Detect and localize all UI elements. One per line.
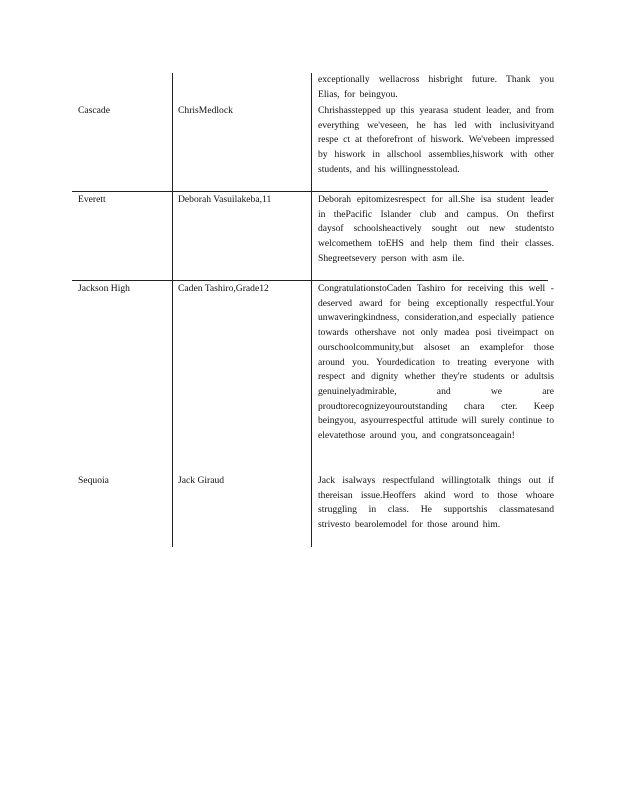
table-row-divider [72,191,548,192]
table-cell-student: Deborah Vasuilakeba,11 [178,194,272,205]
table-cell-school: Everett [78,194,106,205]
table-cell-description: Deborah epitomizesrespect for all.She isa student leader in thePacific Islander club and campus. On thefirst daysof schoolsheactively sought out new studentsto welcomethem toEHS and help them find their classes. Shegreetsevery person with asm ile. [318,194,554,264]
table-column-divider [172,73,173,547]
table-cell-student: Caden Tashiro,Grade12 [178,283,269,294]
table-row-divider [72,280,548,281]
table-cell-school: Sequoia [78,475,109,486]
table-cell-school: Jackson High [78,283,130,294]
table-cell-school: Cascade [78,105,110,116]
table-cell-student: ChrisMedlock [178,105,233,116]
table-cell-description: Chrishasstepped up this yearasa student leader, and from everything we'veseen, he has led with inclusivityand respe ct at theforefront of hiswork. We'vebeen impressed by hiswork in allschool assemblies,hiswork with other students, and his willingnesstolead. [318,105,554,175]
table-cell-description: Jack isalways respectfuland willingtotalk things out if thereisan issue.Heoffers akind word to those whoare struggling in class. He supportshis classmatesand strivesto bearolemodel for those around him. [318,475,554,531]
table-cell-student: Jack Giraud [178,475,225,486]
table-cell-description: CongratulationstoCaden Tashiro for receiving this well -deserved award for being exceptionally respectful.Your unwaveringkindness, consideration,and especially patience towards othershave not only madea posi tiveimpact on ourschoolcommunity,but alsoset an examplefor those around you. Yourdedication to treating everyone with respect and dignity whether they're students or adultsis genuinelyadmirable, and we are proudtorecognizeyouroutstanding chara cter. Keep beingyou, asyourrespectful attitude will surely continue to elevatethose around you, and congratsonceagain! [318,283,554,442]
table-continued-text: exceptionally wellacross hisbright future. Thank you Elias, for beingyou. [318,74,554,100]
table-column-divider [311,73,312,547]
